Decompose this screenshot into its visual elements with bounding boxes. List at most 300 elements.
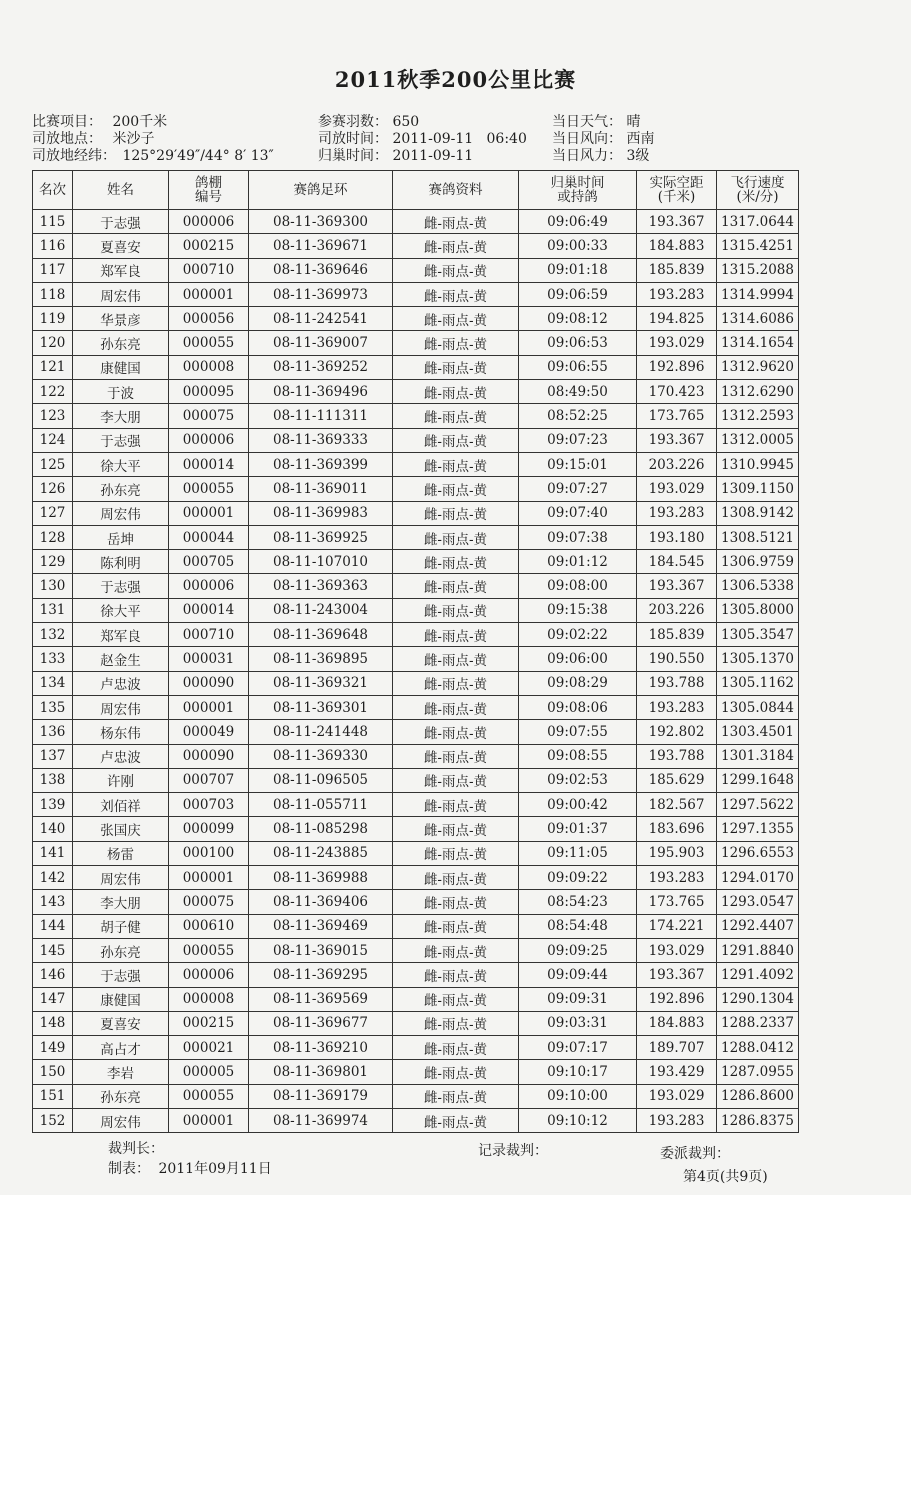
meta-return-label: 归巢时间：: [318, 148, 388, 164]
cell-return-time: 09:01:37: [519, 817, 637, 841]
table-row: [33, 671, 799, 695]
cell-ring-number: 08-11-369988: [249, 866, 393, 890]
cell-speed: 1315.2088: [717, 258, 799, 282]
cell-loft-id: 000075: [169, 890, 249, 914]
cell-name: 孙东亮: [73, 477, 169, 501]
table-row: [33, 1011, 799, 1035]
record-judge-label: 记录裁判：: [478, 1143, 548, 1159]
meta-place-label: 司放地点：: [32, 131, 102, 147]
meta-project-value: 200千米: [112, 114, 168, 130]
cell-loft-id: 000090: [169, 671, 249, 695]
cell-return-time: 09:01:12: [519, 550, 637, 574]
cell-pigeon-info: 雌-雨点-黄: [393, 1036, 519, 1060]
cell-pigeon-info: 雌-雨点-黄: [393, 477, 519, 501]
cell-name: 于波: [73, 380, 169, 404]
cell-speed: 1286.8375: [717, 1108, 799, 1132]
header-rank-line1: 名次: [39, 182, 66, 198]
cell-return-time: 09:08:55: [519, 744, 637, 768]
cell-pigeon-info: 雌-雨点-黄: [393, 671, 519, 695]
cell-rank: 137: [33, 744, 73, 768]
cell-loft-id: 000001: [169, 866, 249, 890]
cell-loft-id: 000001: [169, 1108, 249, 1132]
cell-loft-id: 000215: [169, 1011, 249, 1035]
cell-loft-id: 000001: [169, 695, 249, 719]
cell-name: 夏喜安: [73, 1011, 169, 1035]
table-row: [33, 768, 799, 792]
cell-name: 孙东亮: [73, 331, 169, 355]
cell-ring-number: 08-11-369469: [249, 914, 393, 938]
cell-rank: 125: [33, 452, 73, 476]
meta-project: [32, 114, 167, 131]
cell-pigeon-info: 雌-雨点-黄: [393, 841, 519, 865]
cell-rank: 130: [33, 574, 73, 598]
cell-rank: 139: [33, 793, 73, 817]
cell-loft-id: 000703: [169, 793, 249, 817]
table-row: [33, 404, 799, 428]
cell-distance: 173.765: [637, 890, 717, 914]
cell-return-time: 09:00:42: [519, 793, 637, 817]
cell-rank: 142: [33, 866, 73, 890]
cell-distance: 192.802: [637, 720, 717, 744]
header-speed-line2: (米/分): [736, 189, 779, 205]
results-table: [32, 170, 799, 1133]
cell-distance: 193.367: [637, 963, 717, 987]
cell-rank: 152: [33, 1108, 73, 1132]
cell-return-time: 09:09:44: [519, 963, 637, 987]
cell-ring-number: 08-11-369300: [249, 210, 393, 234]
cell-speed: 1305.8000: [717, 598, 799, 622]
cell-loft-id: 000710: [169, 623, 249, 647]
cell-return-time: 09:06:00: [519, 647, 637, 671]
cell-distance: 193.367: [637, 428, 717, 452]
header-distance-line1: 实际空距: [649, 175, 704, 191]
header-loft-id: [169, 171, 249, 210]
cell-name: 张国庆: [73, 817, 169, 841]
table-header-row: [33, 171, 799, 210]
cell-return-time: 09:07:55: [519, 720, 637, 744]
cell-pigeon-info: 雌-雨点-黄: [393, 234, 519, 258]
cell-ring-number: 08-11-369973: [249, 282, 393, 306]
cell-return-time: 09:01:18: [519, 258, 637, 282]
cell-name: 李大朋: [73, 890, 169, 914]
cell-name: 郑军良: [73, 623, 169, 647]
cell-speed: 1315.4251: [717, 234, 799, 258]
cell-ring-number: 08-11-055711: [249, 793, 393, 817]
table-row: [33, 866, 799, 890]
table-row: [33, 914, 799, 938]
cell-loft-id: 000005: [169, 1060, 249, 1084]
cell-pigeon-info: 雌-雨点-黄: [393, 866, 519, 890]
cell-rank: 131: [33, 598, 73, 622]
cell-pigeon-info: 雌-雨点-黄: [393, 987, 519, 1011]
cell-rank: 128: [33, 525, 73, 549]
made-label: 制表：: [108, 1161, 150, 1177]
cell-rank: 141: [33, 841, 73, 865]
cell-speed: 1297.5622: [717, 793, 799, 817]
meta-wind-force-value: 3级: [626, 148, 650, 164]
cell-ring-number: 08-11-369801: [249, 1060, 393, 1084]
cell-name: 周宏伟: [73, 1108, 169, 1132]
cell-name: 徐大平: [73, 452, 169, 476]
cell-rank: 148: [33, 1011, 73, 1035]
header-return-time-line1: 归巢时间: [550, 175, 605, 191]
cell-distance: 193.029: [637, 938, 717, 962]
cell-return-time: 09:07:27: [519, 477, 637, 501]
cell-ring-number: 08-11-369330: [249, 744, 393, 768]
meta-coords-value: 125°29′49″/44° 8′ 13″: [122, 148, 274, 164]
meta-wind-dir-value: 西南: [626, 131, 655, 147]
cell-speed: 1293.0547: [717, 890, 799, 914]
cell-name: 于志强: [73, 428, 169, 452]
cell-distance: 193.283: [637, 501, 717, 525]
appointed-judge-label: 委派裁判：: [660, 1146, 730, 1162]
header-name: [73, 171, 169, 210]
cell-return-time: 09:09:25: [519, 938, 637, 962]
cell-ring-number: 08-11-369015: [249, 938, 393, 962]
cell-pigeon-info: 雌-雨点-黄: [393, 282, 519, 306]
cell-rank: 136: [33, 720, 73, 744]
meta-wind-direction: [552, 131, 654, 148]
cell-speed: 1288.2337: [717, 1011, 799, 1035]
cell-distance: 182.567: [637, 793, 717, 817]
cell-ring-number: 08-11-369974: [249, 1108, 393, 1132]
cell-speed: 1301.3184: [717, 744, 799, 768]
cell-ring-number: 08-11-369677: [249, 1011, 393, 1035]
cell-distance: 193.283: [637, 282, 717, 306]
cell-loft-id: 000049: [169, 720, 249, 744]
cell-ring-number: 08-11-369210: [249, 1036, 393, 1060]
cell-rank: 151: [33, 1084, 73, 1108]
cell-return-time: 09:07:40: [519, 501, 637, 525]
header-rank: [33, 171, 73, 210]
cell-ring-number: 08-11-369648: [249, 623, 393, 647]
cell-return-time: 09:03:31: [519, 1011, 637, 1035]
cell-pigeon-info: 雌-雨点-黄: [393, 380, 519, 404]
cell-speed: 1308.5121: [717, 525, 799, 549]
cell-pigeon-info: 雌-雨点-黄: [393, 598, 519, 622]
header-speed: [717, 171, 799, 210]
cell-loft-id: 000215: [169, 234, 249, 258]
cell-speed: 1308.9142: [717, 501, 799, 525]
cell-pigeon-info: 雌-雨点-黄: [393, 890, 519, 914]
cell-return-time: 09:07:38: [519, 525, 637, 549]
cell-distance: 193.029: [637, 331, 717, 355]
cell-ring-number: 08-11-369671: [249, 234, 393, 258]
cell-return-time: 09:15:01: [519, 452, 637, 476]
cell-name: 高占才: [73, 1036, 169, 1060]
header-loft-id-line1: 鸽棚: [195, 175, 222, 191]
cell-distance: 192.896: [637, 355, 717, 379]
cell-loft-id: 000710: [169, 258, 249, 282]
meta-count-label: 参赛羽数：: [318, 114, 388, 130]
cell-return-time: 09:10:12: [519, 1108, 637, 1132]
table-row: [33, 210, 799, 234]
table-row: [33, 987, 799, 1011]
cell-ring-number: 08-11-243004: [249, 598, 393, 622]
cell-distance: 193.029: [637, 1084, 717, 1108]
cell-pigeon-info: 雌-雨点-黄: [393, 331, 519, 355]
cell-ring-number: 08-11-242541: [249, 307, 393, 331]
header-pigeon-info-line1: 赛鸽资料: [428, 182, 483, 198]
cell-loft-id: 000001: [169, 501, 249, 525]
cell-distance: 203.226: [637, 452, 717, 476]
cell-return-time: 09:10:00: [519, 1084, 637, 1108]
table-row: [33, 355, 799, 379]
cell-return-time: 09:08:12: [519, 307, 637, 331]
made-date: [108, 1158, 272, 1178]
cell-rank: 122: [33, 380, 73, 404]
cell-pigeon-info: 雌-雨点-黄: [393, 793, 519, 817]
cell-pigeon-info: 雌-雨点-黄: [393, 1108, 519, 1132]
table-row: [33, 744, 799, 768]
cell-pigeon-info: 雌-雨点-黄: [393, 404, 519, 428]
cell-loft-id: 000006: [169, 210, 249, 234]
meta-weather: [552, 114, 640, 131]
cell-ring-number: 08-11-369496: [249, 380, 393, 404]
cell-name: 赵金生: [73, 647, 169, 671]
cell-distance: 193.367: [637, 574, 717, 598]
cell-rank: 149: [33, 1036, 73, 1060]
cell-pigeon-info: 雌-雨点-黄: [393, 1060, 519, 1084]
table-row: [33, 550, 799, 574]
chief-judge-label: 裁判长：: [108, 1141, 164, 1157]
header-speed-line1: 飞行速度: [730, 175, 785, 191]
cell-speed: 1305.3547: [717, 623, 799, 647]
cell-rank: 150: [33, 1060, 73, 1084]
meta-coords: [32, 148, 274, 165]
cell-ring-number: 08-11-369399: [249, 452, 393, 476]
cell-name: 周宏伟: [73, 695, 169, 719]
cell-pigeon-info: 雌-雨点-黄: [393, 525, 519, 549]
cell-rank: 147: [33, 987, 73, 1011]
meta-release-value: 2011-09-11 06:40: [392, 131, 527, 147]
table-row: [33, 841, 799, 865]
cell-name: 胡子健: [73, 914, 169, 938]
cell-distance: 173.765: [637, 404, 717, 428]
cell-distance: 193.367: [637, 210, 717, 234]
table-row: [33, 963, 799, 987]
cell-name: 华景彦: [73, 307, 169, 331]
cell-distance: 193.788: [637, 744, 717, 768]
cell-ring-number: 08-11-369295: [249, 963, 393, 987]
cell-pigeon-info: 雌-雨点-黄: [393, 817, 519, 841]
cell-speed: 1312.6290: [717, 380, 799, 404]
cell-rank: 116: [33, 234, 73, 258]
table-row: [33, 647, 799, 671]
cell-ring-number: 08-11-369321: [249, 671, 393, 695]
cell-return-time: 09:06:55: [519, 355, 637, 379]
cell-rank: 144: [33, 914, 73, 938]
cell-name: 许刚: [73, 768, 169, 792]
cell-distance: 193.788: [637, 671, 717, 695]
cell-loft-id: 000014: [169, 598, 249, 622]
header-return-time: [519, 171, 637, 210]
cell-name: 夏喜安: [73, 234, 169, 258]
cell-ring-number: 08-11-369363: [249, 574, 393, 598]
cell-distance: 185.839: [637, 258, 717, 282]
meta-wind-dir-label: 当日风向：: [552, 131, 622, 147]
cell-ring-number: 08-11-369333: [249, 428, 393, 452]
cell-pigeon-info: 雌-雨点-黄: [393, 768, 519, 792]
cell-speed: 1305.1370: [717, 647, 799, 671]
table-row: [33, 1108, 799, 1132]
table-body: [33, 210, 799, 1133]
cell-rank: 127: [33, 501, 73, 525]
table-row: [33, 793, 799, 817]
cell-name: 李岩: [73, 1060, 169, 1084]
cell-speed: 1287.0955: [717, 1060, 799, 1084]
cell-speed: 1314.6086: [717, 307, 799, 331]
table-row: [33, 331, 799, 355]
header-pigeon-info: [393, 171, 519, 210]
cell-name: 刘佰祥: [73, 793, 169, 817]
cell-loft-id: 000008: [169, 987, 249, 1011]
meta-return-value: 2011-09-11: [392, 148, 474, 164]
cell-name: 徐大平: [73, 598, 169, 622]
cell-speed: 1314.1654: [717, 331, 799, 355]
cell-pigeon-info: 雌-雨点-黄: [393, 963, 519, 987]
cell-loft-id: 000707: [169, 768, 249, 792]
cell-distance: 174.221: [637, 914, 717, 938]
cell-name: 周宏伟: [73, 282, 169, 306]
cell-return-time: 08:49:50: [519, 380, 637, 404]
cell-pigeon-info: 雌-雨点-黄: [393, 210, 519, 234]
table-row: [33, 623, 799, 647]
meta-release-label: 司放时间：: [318, 131, 388, 147]
cell-speed: 1294.0170: [717, 866, 799, 890]
cell-speed: 1292.4407: [717, 914, 799, 938]
cell-speed: 1312.0005: [717, 428, 799, 452]
page-number: 第4页(共9页): [683, 1169, 768, 1185]
cell-name: 孙东亮: [73, 1084, 169, 1108]
cell-loft-id: 000044: [169, 525, 249, 549]
table-row: [33, 477, 799, 501]
cell-pigeon-info: 雌-雨点-黄: [393, 501, 519, 525]
cell-distance: 194.825: [637, 307, 717, 331]
table-row: [33, 307, 799, 331]
cell-name: 周宏伟: [73, 866, 169, 890]
table-row: [33, 428, 799, 452]
cell-distance: 203.226: [637, 598, 717, 622]
meta-place-value: 米沙子: [112, 131, 155, 147]
cell-distance: 185.629: [637, 768, 717, 792]
cell-distance: 190.550: [637, 647, 717, 671]
cell-distance: 184.883: [637, 234, 717, 258]
cell-name: 卢忠波: [73, 744, 169, 768]
made-date-value: 2011年09月11日: [158, 1161, 272, 1177]
cell-pigeon-info: 雌-雨点-黄: [393, 1011, 519, 1035]
header-ring-number: [249, 171, 393, 210]
table-row: [33, 258, 799, 282]
cell-speed: 1309.1150: [717, 477, 799, 501]
cell-loft-id: 000095: [169, 380, 249, 404]
cell-ring-number: 08-11-369301: [249, 695, 393, 719]
table-row: [33, 1036, 799, 1060]
cell-pigeon-info: 雌-雨点-黄: [393, 623, 519, 647]
cell-ring-number: 08-11-369007: [249, 331, 393, 355]
cell-loft-id: 000099: [169, 817, 249, 841]
cell-ring-number: 08-11-107010: [249, 550, 393, 574]
cell-ring-number: 08-11-111311: [249, 404, 393, 428]
cell-pigeon-info: 雌-雨点-黄: [393, 938, 519, 962]
cell-speed: 1317.0644: [717, 210, 799, 234]
cell-pigeon-info: 雌-雨点-黄: [393, 720, 519, 744]
cell-return-time: 08:54:23: [519, 890, 637, 914]
cell-distance: 193.283: [637, 1108, 717, 1132]
header-name-line1: 姓名: [107, 182, 134, 198]
cell-name: 于志强: [73, 963, 169, 987]
cell-rank: 115: [33, 210, 73, 234]
cell-return-time: 09:08:06: [519, 695, 637, 719]
cell-distance: 193.429: [637, 1060, 717, 1084]
cell-loft-id: 000100: [169, 841, 249, 865]
cell-ring-number: 08-11-369925: [249, 525, 393, 549]
cell-return-time: 09:08:00: [519, 574, 637, 598]
cell-distance: 183.696: [637, 817, 717, 841]
cell-loft-id: 000055: [169, 938, 249, 962]
cell-distance: 185.839: [637, 623, 717, 647]
cell-rank: 126: [33, 477, 73, 501]
cell-speed: 1291.8840: [717, 938, 799, 962]
table-row: [33, 1084, 799, 1108]
cell-name: 郑军良: [73, 258, 169, 282]
cell-name: 孙东亮: [73, 938, 169, 962]
page-title: 2011秋季200公里比赛: [334, 67, 577, 92]
table-row: [33, 817, 799, 841]
cell-return-time: 09:00:33: [519, 234, 637, 258]
table-row: [33, 574, 799, 598]
cell-pigeon-info: 雌-雨点-黄: [393, 574, 519, 598]
table-row: [33, 598, 799, 622]
cell-speed: 1288.0412: [717, 1036, 799, 1060]
cell-loft-id: 000006: [169, 574, 249, 598]
cell-distance: 184.545: [637, 550, 717, 574]
cell-speed: 1306.5338: [717, 574, 799, 598]
cell-speed: 1299.1648: [717, 768, 799, 792]
cell-loft-id: 000090: [169, 744, 249, 768]
cell-return-time: 09:06:59: [519, 282, 637, 306]
header-loft-id-line2: 编号: [195, 189, 222, 205]
meta-coords-label: 司放地经纬：: [32, 148, 116, 164]
cell-return-time: 09:06:49: [519, 210, 637, 234]
cell-name: 杨东伟: [73, 720, 169, 744]
cell-name: 岳坤: [73, 525, 169, 549]
cell-return-time: 08:54:48: [519, 914, 637, 938]
cell-speed: 1291.4092: [717, 963, 799, 987]
cell-loft-id: 000055: [169, 331, 249, 355]
table-row: [33, 1060, 799, 1084]
cell-loft-id: 000075: [169, 404, 249, 428]
cell-speed: 1297.1355: [717, 817, 799, 841]
cell-name: 于志强: [73, 210, 169, 234]
cell-pigeon-info: 雌-雨点-黄: [393, 695, 519, 719]
cell-name: 杨雷: [73, 841, 169, 865]
cell-speed: 1314.9994: [717, 282, 799, 306]
cell-distance: 189.707: [637, 1036, 717, 1060]
cell-loft-id: 000055: [169, 1084, 249, 1108]
cell-rank: 134: [33, 671, 73, 695]
cell-name: 卢忠波: [73, 671, 169, 695]
cell-speed: 1303.4501: [717, 720, 799, 744]
cell-rank: 123: [33, 404, 73, 428]
cell-pigeon-info: 雌-雨点-黄: [393, 428, 519, 452]
cell-ring-number: 08-11-369983: [249, 501, 393, 525]
cell-loft-id: 000055: [169, 477, 249, 501]
meta-count-value: 650: [392, 114, 420, 130]
cell-rank: 145: [33, 938, 73, 962]
cell-return-time: 09:07:23: [519, 428, 637, 452]
cell-speed: 1306.9759: [717, 550, 799, 574]
